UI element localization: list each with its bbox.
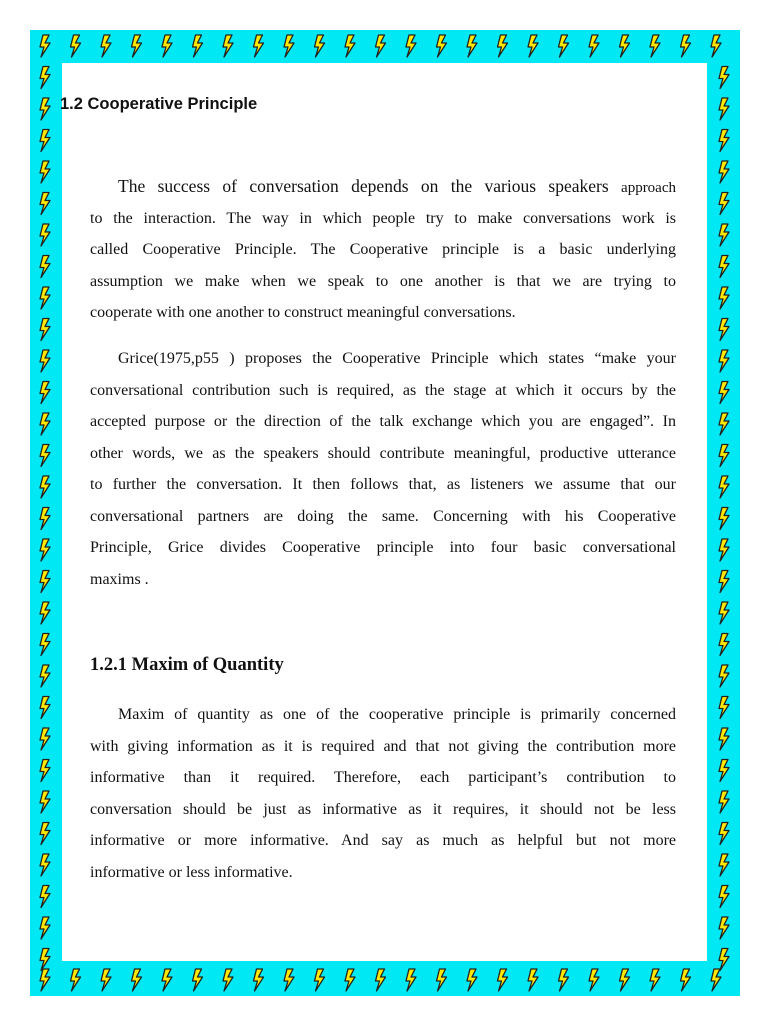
lightning-bolt-icon — [254, 35, 264, 57]
paragraph-line: conversational partners are doing the same. Concerning with his Cooperative — [90, 507, 676, 525]
lightning-bolt-icon — [719, 917, 729, 939]
lightning-bolt-icon — [376, 969, 386, 991]
paragraph-line: assumption we make when we speak to one another is that we are trying to — [90, 272, 676, 290]
lightning-bolt-icon — [40, 413, 50, 435]
lightning-bolt-icon — [650, 969, 660, 991]
lightning-bolt-icon — [40, 256, 50, 278]
lightning-bolt-icon — [719, 256, 729, 278]
lightning-bolt-icon — [40, 886, 50, 908]
lightning-bolt-icon — [681, 969, 691, 991]
lightning-bolt-icon — [719, 508, 729, 530]
lightning-bolt-icon — [284, 969, 294, 991]
lightning-bolt-icon — [193, 35, 203, 57]
paragraph-line: Grice(1975,p55 ) proposes the Cooperative Principle which states “make your — [118, 350, 676, 367]
lightning-bolt-icon — [620, 969, 630, 991]
paragraph-line: called Cooperative Principle. The Cooperative principle is a basic underlying — [90, 241, 676, 258]
lightning-bolt-icon — [40, 791, 50, 813]
lightning-bolt-icon — [40, 697, 50, 719]
lightning-bolt-icon — [254, 969, 264, 991]
lightning-bolt-icon — [40, 130, 50, 152]
lightning-bolt-icon — [719, 728, 729, 750]
paragraph-line: accepted purpose or the direction of the talk exchange which you are engaged”. In — [90, 413, 676, 430]
lightning-bolt-icon — [40, 350, 50, 372]
subsection-heading: 1.2.1 Maxim of Quantity — [90, 655, 284, 675]
lightning-bolt-icon — [193, 969, 203, 991]
lightning-bolt-icon — [101, 969, 111, 991]
lightning-bolt-icon — [40, 287, 50, 309]
lightning-bolt-icon — [719, 382, 729, 404]
lightning-bolt-icon — [132, 35, 142, 57]
lightning-bolt-icon — [40, 728, 50, 750]
lightning-bolt-icon — [719, 161, 729, 183]
lightning-bolt-icon — [315, 969, 325, 991]
paragraph-2 — [90, 343, 676, 595]
paragraph-line: other words, we as the speakers should contribute meaningful, productive utterance — [90, 444, 676, 462]
lightning-bolt-icon — [437, 969, 447, 991]
lightning-bolt-icon — [719, 539, 729, 561]
lightning-bolt-icon — [40, 193, 50, 215]
paragraph-line: conversational contribution such is required, as the stage at which it occurs by the — [90, 381, 676, 399]
lightning-bolt-icon — [40, 445, 50, 467]
paragraph-line-end: approach — [621, 180, 676, 196]
lightning-bolt-icon — [406, 35, 416, 57]
lightning-bolt-icon — [719, 791, 729, 813]
lightning-bolt-icon — [719, 476, 729, 498]
lightning-bolt-icon — [719, 634, 729, 656]
paragraph-3 — [90, 699, 676, 888]
lightning-bolt-icon — [528, 35, 538, 57]
lightning-bolt-icon — [71, 35, 81, 57]
lightning-bolt-icon — [40, 917, 50, 939]
lightning-bolt-icon — [40, 854, 50, 876]
lightning-bolt-icon — [719, 413, 729, 435]
lightning-bolt-icon — [719, 571, 729, 593]
lightning-bolt-icon — [162, 969, 172, 991]
paragraph-line: to further the conversation. It then follows that, as listeners we assume that our — [90, 476, 676, 493]
lightning-bolt-icon — [719, 949, 729, 971]
lightning-bolt-icon — [40, 382, 50, 404]
lightning-bolt-icon — [40, 949, 50, 971]
lightning-bolt-icon — [40, 161, 50, 183]
paragraph-line: maxims . — [90, 570, 149, 588]
lightning-bolt-icon — [223, 35, 233, 57]
lightning-bolt-icon — [223, 969, 233, 991]
lightning-bolt-icon — [40, 67, 50, 89]
paragraph-line: to the interaction. The way in which people try to make conversations work is — [90, 209, 676, 227]
lightning-bolt-icon — [719, 697, 729, 719]
lightning-bolt-icon — [589, 969, 599, 991]
lightning-bolt-icon — [40, 665, 50, 687]
lightning-bolt-icon — [719, 319, 729, 341]
section-heading: 1.2 Cooperative Principle — [60, 95, 258, 113]
paragraph-line: conversation should be just as informative as it requires, it should not be less — [90, 800, 676, 818]
lightning-bolt-icon — [719, 193, 729, 215]
paragraph-line-text: The success of conversation depends on the various speakers — [118, 176, 609, 196]
lightning-bolt-icon — [620, 35, 630, 57]
lightning-bolt-icon — [40, 634, 50, 656]
paragraph-line: Principle, Grice divides Cooperative principle into four basic conversational — [90, 539, 676, 556]
paragraph-line — [90, 171, 676, 203]
lightning-bolt-icon — [528, 969, 538, 991]
lightning-bolt-icon — [719, 350, 729, 372]
lightning-bolt-icon — [719, 823, 729, 845]
lightning-bolt-icon — [345, 969, 355, 991]
lightning-bolt-icon — [132, 969, 142, 991]
lightning-bolt-icon — [498, 969, 508, 991]
lightning-bolt-icon — [719, 287, 729, 309]
lightning-bolt-icon — [711, 969, 721, 991]
lightning-bolt-icon — [719, 602, 729, 624]
lightning-bolt-icon — [71, 969, 81, 991]
lightning-bolt-icon — [559, 35, 569, 57]
lightning-bolt-icon — [719, 760, 729, 782]
lightning-bolt-icon — [40, 571, 50, 593]
lightning-bolt-icon — [719, 445, 729, 467]
lightning-bolt-icon — [719, 854, 729, 876]
paragraph-line: informative or less informative. — [90, 863, 293, 881]
lightning-bolt-icon — [719, 67, 729, 89]
paragraph-line: with giving information as it is required and that not giving the contribution more — [90, 737, 676, 755]
lightning-bolt-icon — [40, 319, 50, 341]
lightning-bolt-icon — [40, 602, 50, 624]
lightning-bolt-icon — [40, 760, 50, 782]
lightning-bolt-icon — [40, 476, 50, 498]
paragraph-line: Maxim of quantity as one of the cooperative principle is primarily concerned — [118, 706, 676, 723]
lightning-bolt-icon — [467, 35, 477, 57]
paragraph-line: informative or more informative. And say as much as helpful but not more — [90, 832, 676, 849]
lightning-bolt-icon — [40, 35, 50, 57]
lightning-bolt-icon — [719, 665, 729, 687]
lightning-bolt-icon — [315, 35, 325, 57]
lightning-bolt-icon — [719, 224, 729, 246]
lightning-bolt-icon — [345, 35, 355, 57]
paragraph-line: cooperate with one another to construct meaningful conversations. — [90, 304, 516, 321]
lightning-bolt-icon — [376, 35, 386, 57]
lightning-bolt-icon — [711, 35, 721, 57]
lightning-bolt-icon — [719, 130, 729, 152]
paragraph-line: informative than it required. Therefore, each participant’s contribution to — [90, 769, 676, 786]
lightning-bolt-icon — [40, 224, 50, 246]
lightning-bolt-icon — [650, 35, 660, 57]
lightning-bolt-icon — [719, 886, 729, 908]
lightning-bolt-icon — [589, 35, 599, 57]
lightning-bolt-icon — [40, 539, 50, 561]
lightning-bolt-icon — [467, 969, 477, 991]
lightning-bolt-icon — [681, 35, 691, 57]
lightning-bolt-icon — [719, 98, 729, 120]
lightning-bolt-icon — [40, 823, 50, 845]
paragraph-1 — [90, 171, 676, 329]
lightning-bolt-icon — [162, 35, 172, 57]
lightning-bolt-icon — [40, 969, 50, 991]
lightning-bolt-icon — [406, 969, 416, 991]
lightning-bolt-icon — [284, 35, 294, 57]
lightning-bolt-icon — [559, 969, 569, 991]
lightning-bolt-icon — [437, 35, 447, 57]
lightning-bolt-icon — [101, 35, 111, 57]
lightning-bolt-icon — [498, 35, 508, 57]
lightning-bolt-icon — [40, 98, 50, 120]
lightning-bolt-icon — [40, 508, 50, 530]
